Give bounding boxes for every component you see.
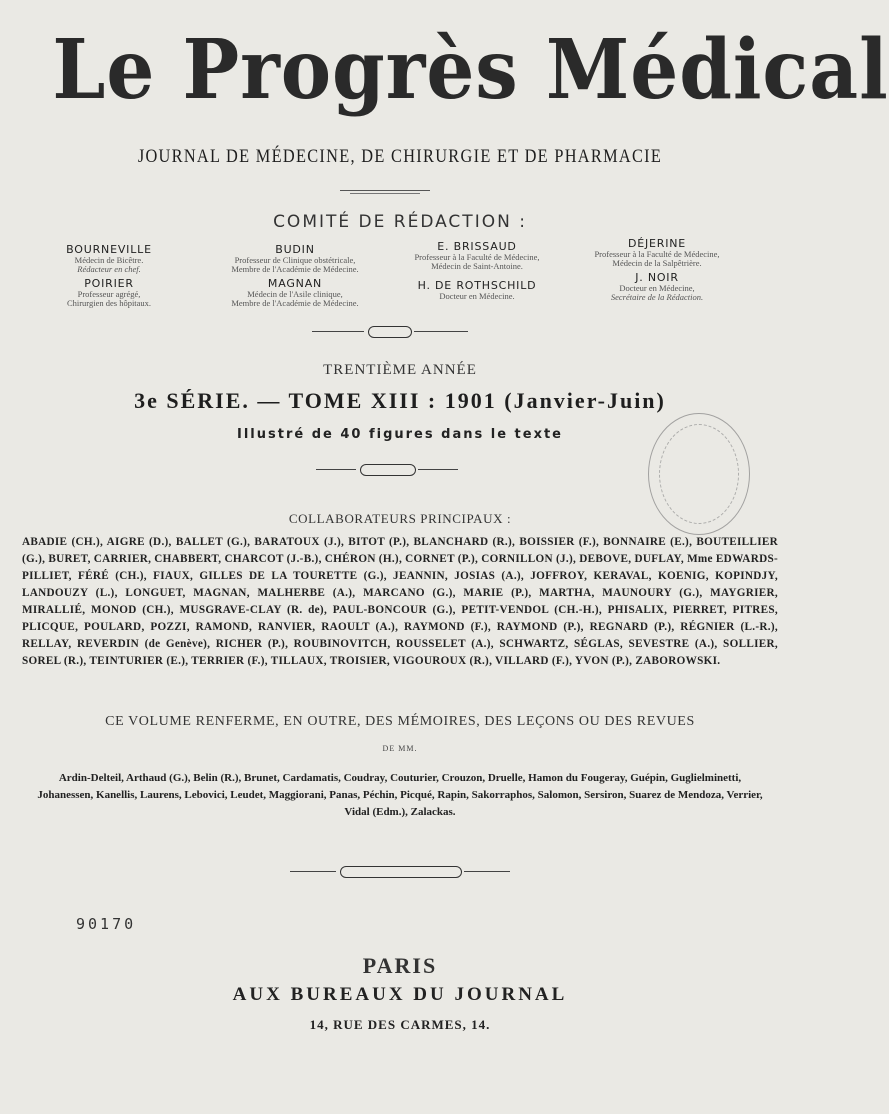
member-role: Professeur agrégé, <box>77 289 141 300</box>
ornament-divider <box>290 866 510 878</box>
member-role: Docteur en Médecine, <box>619 283 695 294</box>
committee-member <box>14 244 204 275</box>
committee-member <box>382 280 572 301</box>
member-role: Professeur à la Faculté de Médecine, <box>414 252 540 263</box>
ornament-divider <box>316 464 458 476</box>
committee-heading: COMITÉ DE RÉDACTION : <box>273 212 527 232</box>
subtitle-rule <box>340 190 430 191</box>
committee-member <box>200 244 390 275</box>
member-role: Membre de l'Académie de Médecine. <box>231 264 359 275</box>
catalog-number: 90170 <box>76 915 137 933</box>
member-role: Rédacteur en chef. <box>77 264 141 275</box>
member-role: Chirurgien des hôpitaux. <box>66 298 152 309</box>
journal-subtitle: JOURNAL DE MÉDECINE, DE CHIRURGIE ET DE PHARMACIE <box>137 146 663 167</box>
member-role: Membre de l'Académie de Médecine. <box>231 298 359 309</box>
ornament-divider <box>312 326 468 338</box>
member-name: E. BRISSAUD <box>437 240 517 253</box>
series-volume-heading: 3e SÉRIE. — TOME XIII : 1901 (Janvier-Juin) <box>134 388 666 413</box>
collaborators-list: ABADIE (CH.), AIGRE (D.), BALLET (G.), BARATOUX (J.), BITOT (P.), BLANCHARD (R.), BOISSIER (F.), BONNAIRE (E.), BOUTEILLIER (G.), BURET, CARRIER, CHABBERT, CHARCOT (J.-B.), CHÉRON (H.), CORNET (P.), CORNILLON (J.), DEBOVE, DUFLAY, Mme EDWARDS-PILLIET, FÉRÉ (CH.), FIAUX, GILLES DE LA TOURETTE (G.), JEANNIN, JOSIAS (A.), JOFFROY, KERAVAL, KOENIG, KOPINDJY, LANDOUZY (L.), LONGUET, MAGNAN, MALHERBE (A.), MARCANO (G.), MARIE (P.), MARTHA, MAUNOURY (G.), MAYGRIER, MIRALLIÉ, MONOD (CH.), MUSGRAVE-CLAY (R. de), PAUL-BONCOUR (G.), PETIT-VENDOL (CH.-H.), PHISALIX, PIERRET, PITRES, PLICQUE, POULARD, POZZI, RAMOND, RANVIER, RAOULT (A.), RAYMOND (F.), RAYMOND (P.), REGNARD (P.), RÉGNIER (L.-R.), RELLAY, REVERDIN (de Genève), RICHER (P.), ROUBINOVITCH, ROUSSELET (A.), SCHWARTZ, SÉGLAS, SEVESTRE (A.), SOLLIER, SOREL (R.), TEINTURIER (E.), TERRIER (F.), TILLAUX, TROISIER, VIGOUROUX (R.), VILLARD (F.), YVON (P.), ZABOROWSKI. <box>22 536 778 667</box>
journal-masthead: Le Progrès Médical <box>52 22 889 118</box>
contributing-authors: Ardin-Delteil, Arthaud (G.), Belin (R.), Brunet, Cardamatis, Coudray, Couturier, Crouzon, Druelle, Hamon du Fougeray, Guépin, Guglielminetti, Johanessen, Kanellis, Laurens, Lebovici, Leudet, Maggiorani, Panas, Péchin, Picqué, Rapin, Sakorraphos, Salomon, Sersiron, Suarez de Mendoza, Verrier, Vidal (Edm.), Zalackas. <box>37 772 763 818</box>
publisher-line: AUX BUREAUX DU JOURNAL <box>232 984 568 1005</box>
member-role: Secrétaire de la Rédaction. <box>610 292 704 303</box>
member-role: Médecin de Saint-Antoine. <box>431 261 523 272</box>
committee-member <box>562 238 752 269</box>
publication-city: PARIS <box>362 953 438 978</box>
volume-note: CE VOLUME RENFERME, EN OUTRE, DES MÉMOIRES, DES LEÇONS OU DES REVUES <box>105 714 695 729</box>
member-role: Médecin de Bicêtre. <box>74 255 144 266</box>
committee-member <box>382 241 572 272</box>
member-name: DÉJERINE <box>627 237 687 250</box>
de-mm-label: DE MM. <box>382 744 418 753</box>
member-role: Médecin de la Salpêtrière. <box>612 258 702 269</box>
collaborators-heading: COLLABORATEURS PRINCIPAUX : <box>288 511 512 526</box>
committee-member <box>200 278 390 309</box>
member-name: MAGNAN <box>267 277 323 290</box>
member-role: Docteur en Médecine. <box>439 291 515 302</box>
committee-member <box>14 278 204 309</box>
member-name: BUDIN <box>275 243 315 256</box>
publisher-address: 14, RUE DES CARMES, 14. <box>309 1017 491 1032</box>
committee-member <box>562 272 752 303</box>
member-role: Professeur à la Faculté de Médecine, <box>594 249 720 260</box>
year-heading: TRENTIÈME ANNÉE <box>323 362 477 378</box>
member-role: Professeur de Clinique obstétricale, <box>234 255 356 266</box>
illustrations-note: Illustré de 40 figures dans le texte <box>237 427 563 442</box>
member-role: Médecin de l'Asile clinique, <box>247 289 343 300</box>
member-name: BOURNEVILLE <box>66 243 152 256</box>
member-name: J. NOIR <box>635 271 679 284</box>
member-name: H. DE ROTHSCHILD <box>417 279 537 292</box>
member-name: POIRIER <box>84 277 134 290</box>
